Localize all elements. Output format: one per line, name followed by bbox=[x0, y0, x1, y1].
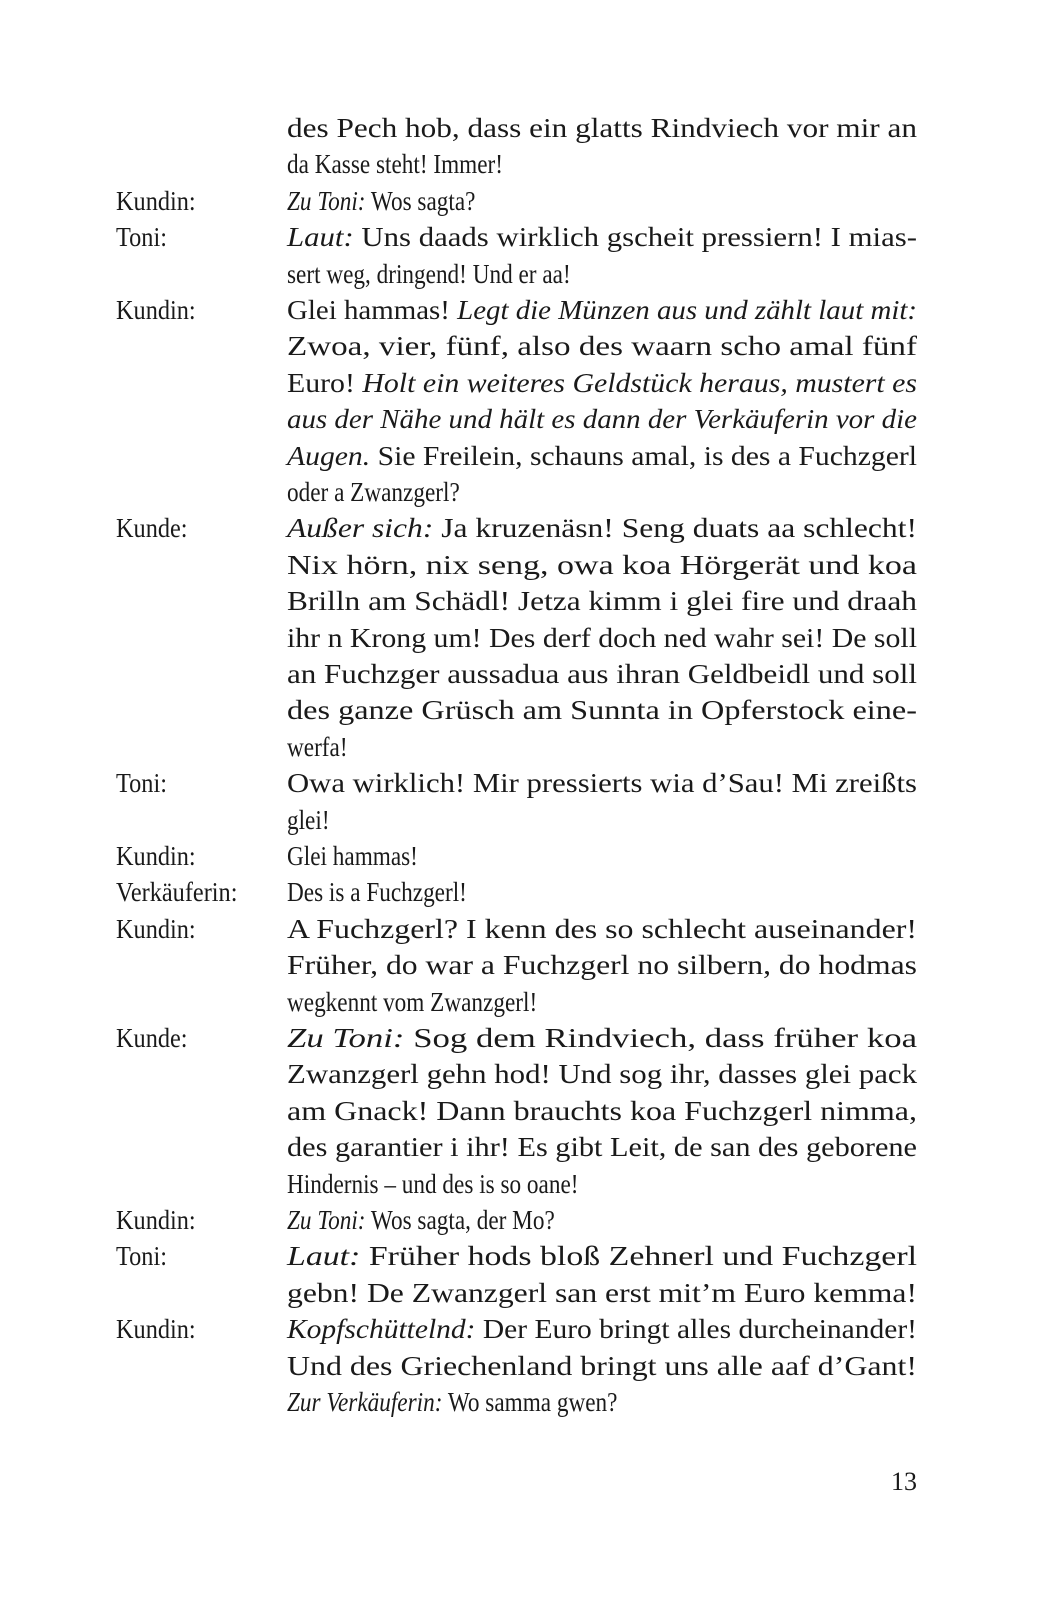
script-line bbox=[0, 1202, 1063, 1238]
script-line bbox=[0, 838, 1063, 874]
script-line bbox=[0, 692, 1063, 728]
spoken-text: Zwoa, vier, fünf, also des waarn scho amal fünf bbox=[287, 331, 917, 362]
script-line bbox=[0, 256, 1063, 292]
dialogue-text bbox=[287, 838, 917, 874]
dialogue-text bbox=[287, 183, 917, 219]
dialogue-text bbox=[287, 1202, 917, 1238]
dialogue-text bbox=[287, 802, 917, 838]
spoken-text: Und des Griechenland bringt uns alle aaf d’Gant! bbox=[287, 1350, 917, 1381]
script-line bbox=[0, 583, 1063, 619]
dialogue-text bbox=[287, 947, 917, 983]
speaker-name: Kundin: bbox=[116, 841, 196, 871]
stage-direction: Zu Toni: bbox=[287, 1023, 405, 1053]
speaker-name: Kunde: bbox=[116, 513, 188, 544]
spoken-text: gebn! De Zwanzgerl san erst mit’m Euro kemma! bbox=[287, 1277, 917, 1308]
spoken-text: am Gnack! Dann brauchts koa Fuchzgerl nimma, bbox=[287, 1095, 917, 1126]
speaker-name: Toni: bbox=[116, 768, 167, 799]
dialogue-text bbox=[287, 328, 917, 364]
speaker-name: Kundin: bbox=[116, 1314, 196, 1345]
dialogue-text bbox=[287, 729, 917, 765]
dialogue-text bbox=[287, 911, 917, 947]
dialogue-text bbox=[287, 692, 917, 728]
spoken-text: A Fuchzgerl? I kenn des so schlecht auseinander! bbox=[287, 913, 917, 944]
spoken-text: Wos sagta, der Mo? bbox=[365, 1205, 555, 1235]
speaker-name: Kundin: bbox=[116, 913, 196, 944]
script-line bbox=[0, 984, 1063, 1020]
script-line bbox=[0, 1275, 1063, 1311]
dialogue-text bbox=[287, 547, 917, 583]
dialogue-text bbox=[287, 110, 917, 146]
spoken-text: Glei hammas! bbox=[287, 841, 418, 871]
dialogue-text bbox=[287, 256, 917, 292]
stage-direction: Kopfschüttelnd: bbox=[287, 1314, 476, 1345]
spoken-text: da Kasse steht! Immer! bbox=[287, 149, 504, 180]
script-line bbox=[0, 474, 1063, 510]
spoken-text: Früher hods bloß Zehnerl und Fuchzgerl bbox=[360, 1241, 917, 1272]
dialogue-text bbox=[287, 1348, 917, 1384]
speaker-name: Kunde: bbox=[116, 1023, 188, 1053]
spoken-text: Uns daads wirklich gscheit pressiern! I mias- bbox=[353, 222, 917, 253]
stage-direction: Zu Toni: bbox=[287, 185, 366, 216]
spoken-text: Der Euro bringt alles durcheinander! bbox=[475, 1314, 917, 1345]
script-line bbox=[0, 911, 1063, 947]
dialogue-text bbox=[287, 1056, 917, 1092]
script-line bbox=[0, 1093, 1063, 1129]
dialogue-text bbox=[287, 874, 917, 910]
script-line bbox=[0, 401, 1063, 437]
spoken-text: wegkennt vom Zwanzgerl! bbox=[287, 986, 538, 1017]
script-line bbox=[0, 510, 1063, 546]
dialogue-text bbox=[287, 620, 917, 656]
stage-direction: Zur Verkäuferin: bbox=[287, 1387, 443, 1417]
dialogue-text bbox=[287, 1311, 917, 1347]
script-line bbox=[0, 1238, 1063, 1274]
dialogue-text bbox=[287, 438, 917, 474]
dialogue-text bbox=[287, 765, 917, 801]
speaker-name: Toni: bbox=[116, 222, 167, 253]
script-line bbox=[0, 292, 1063, 328]
spoken-text: an Fuchzger aussadua aus ihran Geldbeidl und soll bbox=[287, 659, 917, 689]
script-line bbox=[0, 1384, 1063, 1420]
script-line bbox=[0, 1348, 1063, 1384]
script-line bbox=[0, 765, 1063, 801]
script-line bbox=[0, 947, 1063, 983]
speaker-name: Kundin: bbox=[116, 295, 196, 325]
script-line bbox=[0, 802, 1063, 838]
dialogue-text bbox=[287, 292, 917, 328]
speaker-name: Kundin: bbox=[116, 1205, 196, 1235]
speaker-name: Toni: bbox=[116, 1241, 167, 1272]
dialogue-text bbox=[287, 146, 917, 182]
script-line bbox=[0, 620, 1063, 656]
script-line bbox=[0, 729, 1063, 765]
stage-direction: Holt ein weiteres Geldstück heraus, mustert es bbox=[362, 367, 917, 398]
spoken-text: des garantier i ihr! Es gibt Leit, de san des geborene bbox=[287, 1132, 917, 1163]
speaker-name: Kundin: bbox=[116, 185, 196, 216]
script-line bbox=[0, 219, 1063, 255]
spoken-text: Früher, do war a Fuchzgerl no silbern, do hodmas bbox=[287, 950, 917, 981]
dialogue-text bbox=[287, 1129, 917, 1165]
dialogue-text bbox=[287, 1166, 917, 1202]
script-line bbox=[0, 547, 1063, 583]
spoken-text: ihr n Krong um! Des derf doch ned wahr sei! De soll bbox=[287, 622, 917, 653]
dialogue-text bbox=[287, 474, 917, 510]
stage-direction: Legt die Münzen aus und zählt laut mit: bbox=[457, 295, 917, 325]
dialogue-text bbox=[287, 510, 917, 546]
dialogue-text bbox=[287, 365, 917, 401]
stage-direction: Laut: bbox=[287, 1241, 361, 1272]
page-number: 13 bbox=[891, 1467, 917, 1496]
spoken-text: sert weg, dringend! Und er aa! bbox=[287, 258, 571, 289]
spoken-text: Owa wirklich! Mir pressierts wia d’Sau! Mi zreißts bbox=[287, 768, 917, 799]
stage-direction: aus der Nähe und hält es dann der Verkäuferin vor die bbox=[287, 404, 917, 435]
dialogue-text bbox=[287, 1384, 917, 1420]
spoken-text: Sie Freilein, schauns amal, is des a Fuchzgerl bbox=[370, 440, 917, 471]
dialogue-text bbox=[287, 1238, 917, 1274]
spoken-text: Des is a Fuchzgerl! bbox=[287, 877, 467, 908]
script-line bbox=[0, 656, 1063, 692]
spoken-text: Wos sagta? bbox=[365, 185, 476, 216]
spoken-text: Zwanzgerl gehn hod! Und sog ihr, dasses glei pack bbox=[287, 1059, 917, 1090]
script-line bbox=[0, 1129, 1063, 1165]
script-line bbox=[0, 1166, 1063, 1202]
spoken-text: werfa! bbox=[287, 731, 348, 762]
stage-direction: Zu Toni: bbox=[287, 1205, 366, 1235]
script-line bbox=[0, 1020, 1063, 1056]
speaker-name: Verkäuferin: bbox=[116, 877, 238, 908]
script-line bbox=[0, 110, 1063, 146]
script-line bbox=[0, 874, 1063, 910]
script-line bbox=[0, 328, 1063, 364]
spoken-text: glei! bbox=[287, 804, 330, 835]
spoken-text: Hindernis – und des is so oane! bbox=[287, 1168, 579, 1199]
dialogue-text bbox=[287, 984, 917, 1020]
spoken-text: Wo samma gwen? bbox=[442, 1387, 618, 1417]
script-line bbox=[0, 365, 1063, 401]
spoken-text: Euro! bbox=[287, 367, 363, 398]
spoken-text: Sog dem Rindviech, dass früher koa bbox=[404, 1023, 917, 1053]
dialogue-text bbox=[287, 219, 917, 255]
spoken-text: Nix hörn, nix seng, owa koa Hörgerät und koa bbox=[287, 549, 917, 580]
dialogue-text bbox=[287, 1275, 917, 1311]
script-line bbox=[0, 1056, 1063, 1092]
script-line bbox=[0, 146, 1063, 182]
dialogue-text bbox=[287, 401, 917, 437]
spoken-text: oder a Zwanzgerl? bbox=[287, 477, 460, 507]
spoken-text: des ganze Grüsch am Sunnta in Opferstock eine- bbox=[287, 695, 917, 726]
script-line bbox=[0, 1311, 1063, 1347]
stage-direction: Laut: bbox=[287, 222, 354, 253]
dialogue-text bbox=[287, 1020, 917, 1056]
dialogue-text bbox=[287, 1093, 917, 1129]
spoken-text: Ja kruzenäsn! Seng duats aa schlecht! bbox=[433, 513, 917, 544]
spoken-text: Glei hammas! bbox=[287, 295, 458, 325]
script-line bbox=[0, 438, 1063, 474]
script-line bbox=[0, 183, 1063, 219]
dialogue-text bbox=[287, 656, 917, 692]
stage-direction: Außer sich: bbox=[287, 513, 434, 544]
spoken-text: des Pech hob, dass ein glatts Rindviech vor mir an bbox=[287, 113, 917, 143]
dialogue-text bbox=[287, 583, 917, 619]
stage-direction: Augen. bbox=[287, 440, 371, 471]
spoken-text: Brilln am Schädl! Jetza kimm i glei fire und draah bbox=[287, 586, 917, 617]
